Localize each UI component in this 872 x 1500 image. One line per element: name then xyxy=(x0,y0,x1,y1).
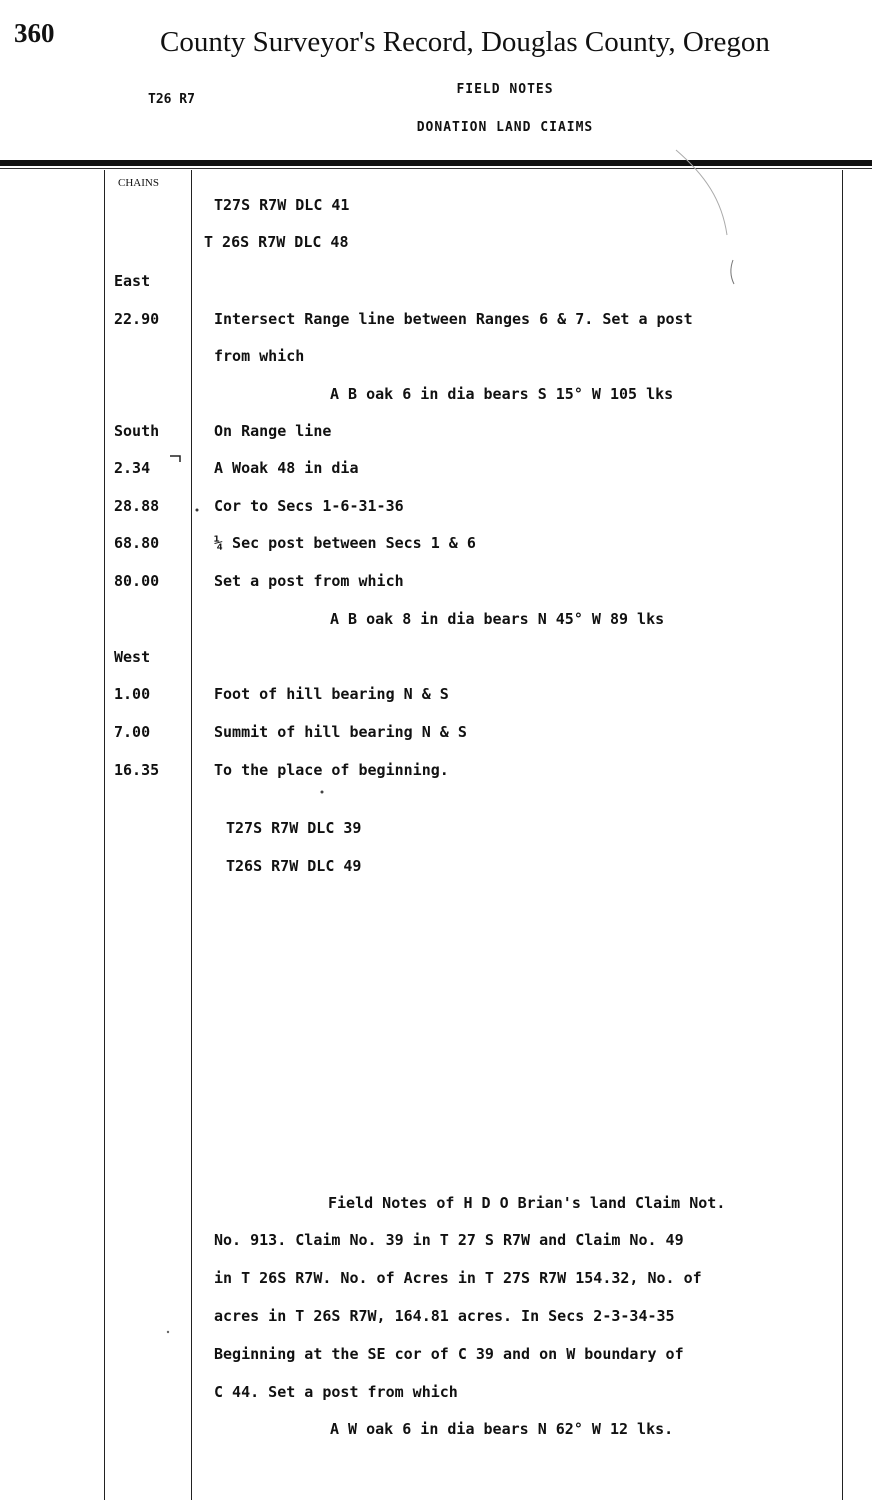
paragraph-line: Beginning at the SE cor of C 39 and on W boundary of xyxy=(214,1345,684,1363)
note-line: On Range line xyxy=(214,422,332,440)
paragraph-line: No. 913. Claim No. 39 in T 27 S R7W and Claim No. 49 xyxy=(214,1231,684,1249)
note-line: A Woak 48 in dia xyxy=(214,459,359,477)
note-line: Intersect Range line between Ranges 6 & 7. Set a post xyxy=(214,310,693,328)
heading-field-notes: FIELD NOTES xyxy=(456,82,554,97)
note-line: T 26S R7W DLC 48 xyxy=(204,233,349,251)
paragraph-line: A W oak 6 in dia bears N 62° W 12 lks. xyxy=(330,1420,674,1438)
note-line: from which xyxy=(214,347,305,365)
note-line: Set a post from which xyxy=(214,572,404,590)
chain-value: South xyxy=(114,422,160,440)
heading-donation-land-claims: DONATION LAND CIAIMS xyxy=(416,120,594,135)
note-line: T27S R7W DLC 39 xyxy=(226,819,362,837)
ink-dot xyxy=(196,509,199,512)
chain-value: 2.34 xyxy=(114,459,151,477)
chain-tick-mark xyxy=(170,456,180,462)
chain-value: 16.35 xyxy=(114,761,160,779)
chain-value: 1.00 xyxy=(114,685,151,703)
note-line: Cor to Secs 1-6-31-36 xyxy=(214,497,404,515)
chain-value: 80.00 xyxy=(114,572,160,590)
chains-column-label: CHAINS xyxy=(118,177,159,189)
ink-dot xyxy=(167,1331,169,1333)
note-line: A B oak 6 in dia bears S 15° W 105 lks xyxy=(330,385,674,403)
note-line: T27S R7W DLC 41 xyxy=(214,196,350,214)
chain-value: 22.90 xyxy=(114,310,160,328)
note-line: Foot of hill bearing N & S xyxy=(214,685,449,703)
chain-value: 68.80 xyxy=(114,534,160,552)
paragraph-line: acres in T 26S R7W, 164.81 acres. In Secs 2-3-34-35 xyxy=(214,1307,675,1325)
pencil-curve-mark xyxy=(676,150,727,235)
paragraph-line: Field Notes of H D O Brian's land Claim Not. xyxy=(328,1194,726,1212)
pencil-tick-mark xyxy=(731,260,734,284)
note-line: Summit of hill bearing N & S xyxy=(214,723,467,741)
note-line: T26S R7W DLC 49 xyxy=(226,857,362,875)
chain-value: East xyxy=(114,272,151,290)
ink-dot xyxy=(321,791,324,794)
chain-value: 7.00 xyxy=(114,723,151,741)
page-number: 360 xyxy=(14,18,55,48)
note-line: To the place of beginning. xyxy=(214,761,449,779)
page-title: County Surveyor's Record, Douglas County, Oregon xyxy=(160,26,770,58)
note-line: ¼ Sec post between Secs 1 & 6 xyxy=(214,534,476,552)
note-line: A B oak 8 in dia bears N 45° W 89 lks xyxy=(330,610,665,628)
paragraph-line: in T 26S R7W. No. of Acres in T 27S R7W 154.32, No. of xyxy=(214,1269,702,1287)
township-range: T26 R7 xyxy=(148,92,195,107)
chain-value: West xyxy=(114,648,151,666)
chain-value: 28.88 xyxy=(114,497,160,515)
paragraph-line: C 44. Set a post from which xyxy=(214,1383,458,1401)
